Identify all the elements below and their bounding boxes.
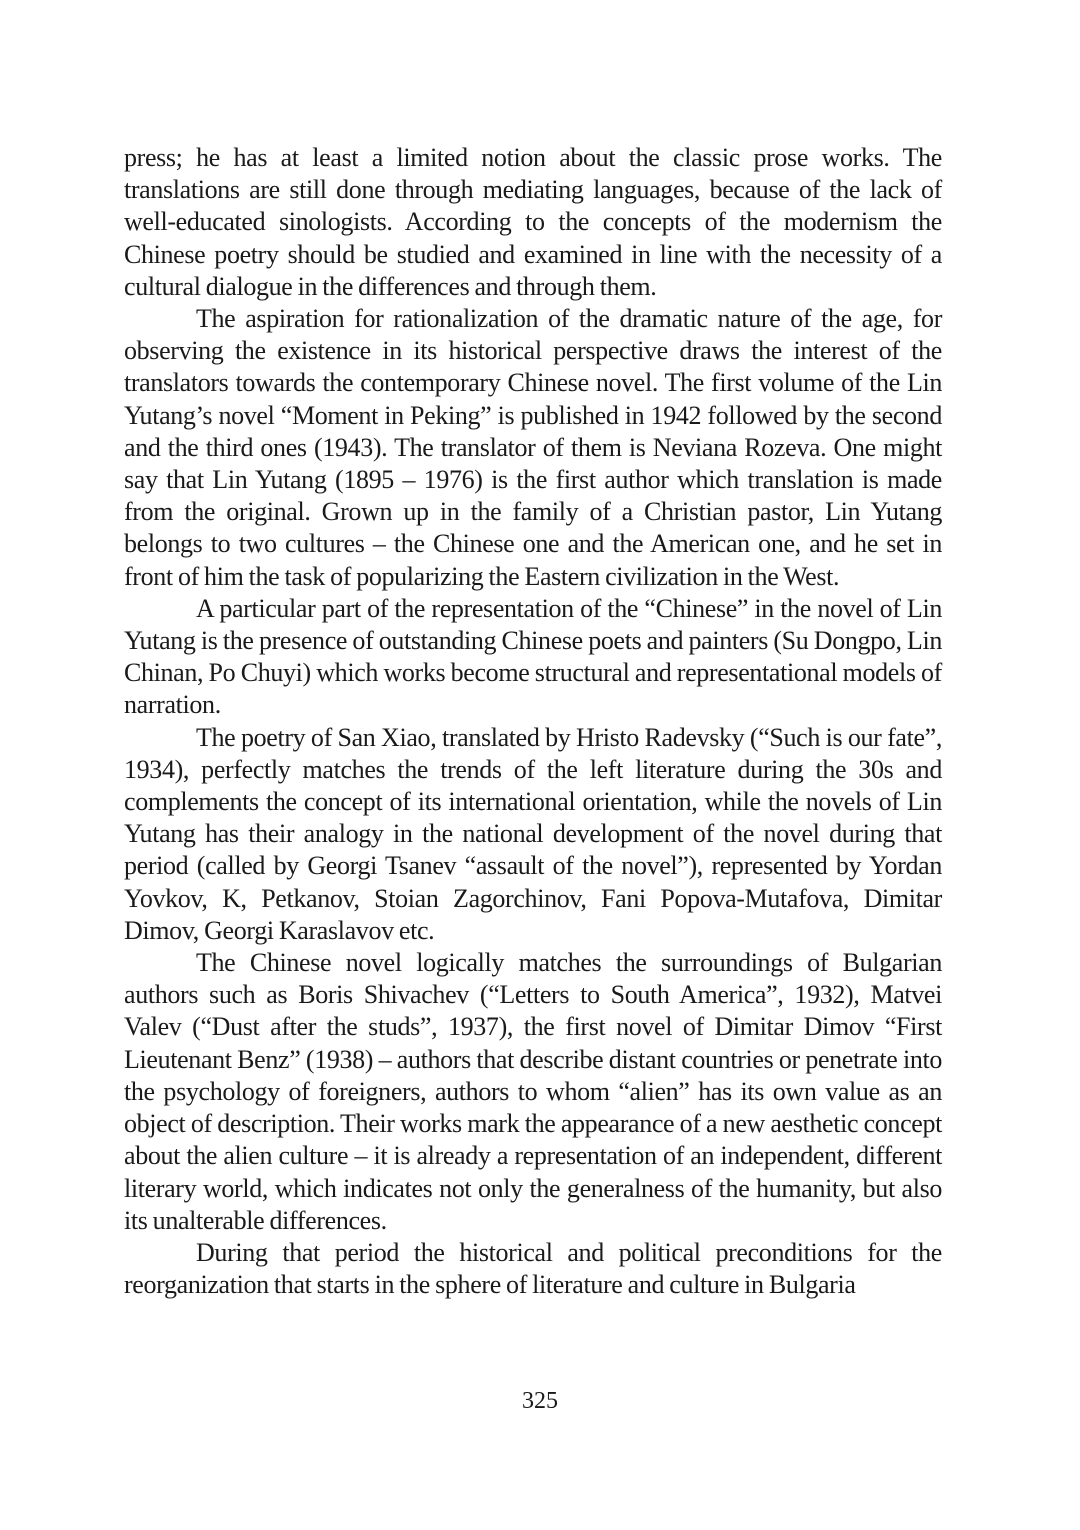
paragraph-continued: press; he has at least a limited notion about the classic prose works. The translations are still done through mediating languages, because of the lack of well-educated sinologists. According to the concepts of the modernism the Chinese poetry should be studied and examined in line with the necessity of a cultural dialogue in the differences and through them.: [124, 143, 942, 301]
paragraph: A particular part of the representation of the “Chinese” in the novel of Lin Yutang is the presence of outstanding Chinese poets and painters (Su Dongpo, Lin Chinan, Po Chuyi) which works become structural and representational models of narration.: [124, 593, 942, 720]
paragraph: The aspiration for rationalization of the dramatic nature of the age, for observing the existence in its historical perspective draws the interest of the translators towards the contemporary Chinese novel. The first volume of the Lin Yutang’s novel “Moment in Peking” is published in 1942 followed by the second and the third ones (1943). The translator of them is Neviana Rozeva. One might say that Lin Yutang (1895 – 1976) is the first author which translation is made from the original. Grown up in the family of a Christian pastor, Lin Yutang belongs to two cultures – the Chinese one and the American one, and he set in front of him the task of popularizing the Eastern civilization in the West.: [124, 304, 942, 591]
paragraph: The poetry of San Xiao, translated by Hristo Radevsky (“Such is our fate”, 1934), perfectly matches the trends of the left literature during the 30s and complements the concept of its international orientation, while the novels of Lin Yutang has their analogy in the national development of the novel during that period (called by Georgi Tsanev “assault of the novel”), represented by Yordan Yovkov, K, Petkanov, Stoian Zagorchinov, Fani Popova-Mutafova, Dimitar Dimov, Georgi Karaslavov etc.: [124, 722, 942, 945]
paragraph: The Chinese novel logically matches the surroundings of Bulgarian authors such as Boris Shivachev (“Letters to South America”, 1932), Matvei Valev (“Dust after the studs”, 1937), the first novel of Dimitar Dimov “First Lieutenant Benz” (1938) – authors that describe distant countries or penetrate into the psychology of foreigners, authors to whom “alien” has its own value as an object of description. Their works mark the appearance of a new aesthetic concept about the alien culture – it is already a representation of an independent, different literary world, which indicates not only the generalness of the humanity, but also its unalterable differences.: [124, 948, 942, 1235]
page-number: 325: [522, 1388, 558, 1414]
paragraph: During that period the historical and political preconditions for the reorganization that starts in the sphere of literature and culture in Bulgaria: [124, 1237, 942, 1300]
page-body: [124, 142, 942, 1301]
